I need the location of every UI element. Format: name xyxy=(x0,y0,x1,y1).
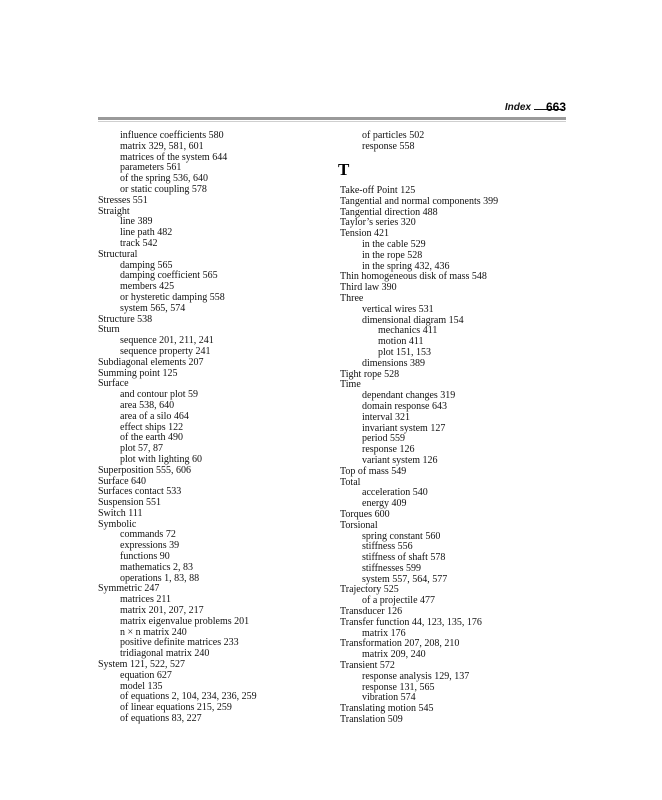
index-subentry: members 425 xyxy=(120,281,175,293)
index-subentry: plot 151, 153 xyxy=(378,346,432,358)
index-subentry: damping 565 xyxy=(120,259,173,271)
index-subentry: vertical wires 531 xyxy=(362,303,434,315)
index-entry: Symmetric 247 xyxy=(98,583,160,595)
index-subentry: operations 1, 83, 88 xyxy=(120,572,200,584)
index-subentry: line path 482 xyxy=(120,227,173,239)
index-entry: Three xyxy=(340,292,364,304)
index-entry: Transient 572 xyxy=(340,660,395,672)
index-entry: Tangential direction 488 xyxy=(340,206,438,218)
index-entry: Trajectory 525 xyxy=(340,584,399,596)
index-entry: Structure 538 xyxy=(98,313,153,325)
index-subentry: acceleration 540 xyxy=(362,487,428,499)
index-entry: Top of mass 549 xyxy=(340,465,407,477)
index-entry: Sturn xyxy=(98,324,120,336)
index-subentry: interval 321 xyxy=(362,411,411,423)
index-entry: Straight xyxy=(98,205,130,217)
index-entry: Total xyxy=(340,476,361,488)
index-entry: Transducer 126 xyxy=(340,606,403,618)
header-title: Index xyxy=(504,102,531,113)
index-subentry: matrix 209, 240 xyxy=(362,649,426,661)
index-column-right-continued xyxy=(340,131,424,153)
index-subentry: in the rope 528 xyxy=(362,249,423,261)
index-subentry: motion 411 xyxy=(378,336,424,348)
index-entry: Suspension 551 xyxy=(98,497,162,509)
index-subentry: functions 90 xyxy=(120,551,170,563)
index-subentry: or hysteretic damping 558 xyxy=(120,291,225,303)
index-entry: Switch 111 xyxy=(98,507,143,519)
index-subentry: and contour plot 59 xyxy=(120,389,199,401)
index-subentry: line 389 xyxy=(120,216,153,228)
index-subentry: in the spring 432, 436 xyxy=(362,260,450,272)
index-subentry: tridiagonal matrix 240 xyxy=(120,648,210,660)
index-entry: Surface xyxy=(98,378,129,390)
header-rule-shadow xyxy=(98,121,566,122)
index-subentry: variant system 126 xyxy=(362,454,438,466)
index-subentry: dimensional diagram 154 xyxy=(362,314,464,326)
index-subentry: response analysis 129, 137 xyxy=(362,670,470,682)
index-subentry: equation 627 xyxy=(120,669,172,681)
index-subentry: damping coefficient 565 xyxy=(120,270,218,282)
index-subentry: mathematics 2, 83 xyxy=(120,561,194,573)
index-entry: Torsional xyxy=(340,519,378,531)
index-entry: Translation 509 xyxy=(340,714,403,726)
index-subentry: vibration 574 xyxy=(362,692,416,704)
index-entry: Torques 600 xyxy=(340,508,390,520)
index-subentry: plot 57, 87 xyxy=(120,443,164,455)
index-subentry: expressions 39 xyxy=(120,540,180,552)
index-subentry: mechanics 411 xyxy=(378,325,438,337)
index-entry: Take-off Point 125 xyxy=(340,185,416,196)
index-subentry: response 558 xyxy=(362,140,415,152)
index-subentry: parameters 561 xyxy=(120,162,182,174)
header-rule xyxy=(98,117,566,120)
index-subentry: stiffness 556 xyxy=(362,541,413,553)
index-subentry: response 131, 565 xyxy=(362,681,435,693)
index-entry: Third law 390 xyxy=(340,282,397,294)
index-subentry: of the earth 490 xyxy=(120,432,184,444)
index-entry: Tight rope 528 xyxy=(340,368,400,380)
index-entry: Surfaces contact 533 xyxy=(98,486,182,498)
index-subentry: stiffnesses 599 xyxy=(362,562,421,574)
index-entry: Summing point 125 xyxy=(98,367,178,379)
index-entry: Thin homogeneous disk of mass 548 xyxy=(340,271,487,283)
index-column-right xyxy=(340,186,498,726)
index-subentry: response 126 xyxy=(362,444,415,456)
index-subentry: or static coupling 578 xyxy=(120,183,207,195)
index-entry: Transfer function 44, 123, 135, 176 xyxy=(340,616,482,628)
index-subentry: sequence 201, 211, 241 xyxy=(120,335,214,347)
index-entry: Transformation 207, 208, 210 xyxy=(340,638,460,650)
index-entry: Structural xyxy=(98,248,138,260)
index-subentry: area of a silo 464 xyxy=(120,410,189,422)
index-subentry: period 559 xyxy=(362,433,406,445)
index-subentry: track 542 xyxy=(120,237,158,249)
index-subentry: commands 72 xyxy=(120,529,176,541)
index-column-left xyxy=(98,131,257,725)
index-entry: Taylor’s series 320 xyxy=(340,217,416,229)
index-subentry: invariant system 127 xyxy=(362,422,446,434)
index-entry: Symbolic xyxy=(98,518,137,530)
index-subentry: of equations 83, 227 xyxy=(120,713,202,725)
section-letter-heading: T xyxy=(338,160,350,179)
index-entry: Superposition 555, 606 xyxy=(98,464,192,476)
index-subentry: influence coefficients 580 xyxy=(120,130,224,141)
index-subentry: energy 409 xyxy=(362,498,407,510)
index-subentry: of the spring 536, 640 xyxy=(120,173,209,185)
index-subentry: matrices 211 xyxy=(120,594,172,606)
index-subentry: system 557, 564, 577 xyxy=(362,573,448,585)
index-subentry: matrix 201, 207, 217 xyxy=(120,605,204,617)
index-subentry: positive definite matrices 233 xyxy=(120,637,239,649)
index-subentry: spring constant 560 xyxy=(362,530,441,542)
index-entry: Time xyxy=(340,379,361,391)
index-subentry: of linear equations 215, 259 xyxy=(120,702,232,714)
index-subentry: stiffness of shaft 578 xyxy=(362,552,446,564)
index-entry: Translating motion 545 xyxy=(340,703,434,715)
index-entry: Stresses 551 xyxy=(98,194,148,206)
index-subentry: of equations 2, 104, 234, 236, 259 xyxy=(120,691,257,703)
index-subentry: dimensions 389 xyxy=(362,357,426,369)
index-entry: Tension 421 xyxy=(340,228,390,240)
index-entry: Subdiagonal elements 207 xyxy=(98,356,204,368)
index-subentry: effect ships 122 xyxy=(120,421,184,433)
index-subentry: matrix 329, 581, 601 xyxy=(120,140,204,152)
index-subentry: of a projectile 477 xyxy=(362,595,436,607)
index-entry: System 121, 522, 527 xyxy=(98,659,185,671)
index-subentry: matrix eigenvalue problems 201 xyxy=(120,615,250,627)
index-subentry: area 538, 640 xyxy=(120,399,175,411)
index-subentry: in the cable 529 xyxy=(362,238,426,250)
index-subentry: domain response 643 xyxy=(362,400,447,412)
index-subentry: plot with lighting 60 xyxy=(120,453,202,465)
index-subentry: sequence property 241 xyxy=(120,345,211,357)
index-subentry: dependant changes 319 xyxy=(362,390,456,402)
index-subentry: matrices of the system 644 xyxy=(120,151,228,163)
index-subentry: of particles 502 xyxy=(362,130,425,141)
index-subentry: model 135 xyxy=(120,680,163,692)
index-subentry: matrix 176 xyxy=(362,627,406,639)
index-subentry: system 565, 574 xyxy=(120,302,186,314)
index-entry: Tangential and normal components 399 xyxy=(340,195,499,207)
index-entry: Surface 640 xyxy=(98,475,147,487)
index-subentry: n × n matrix 240 xyxy=(120,626,187,638)
page-number: 663 xyxy=(545,100,566,114)
